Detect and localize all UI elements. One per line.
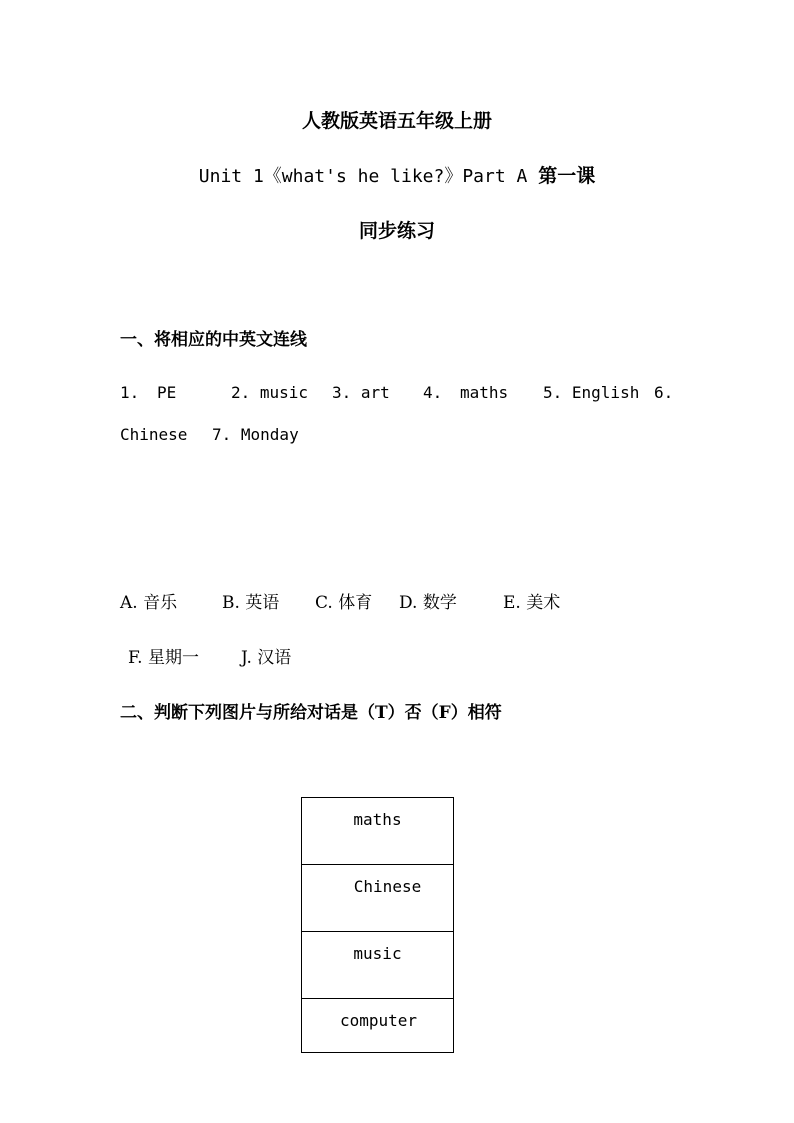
schedule-table (301, 797, 454, 1053)
lesson-title-unit: Unit 1《what's he like?》Part A (198, 166, 539, 187)
table-cell: Chinese (302, 865, 454, 932)
english-word-item: 3. art (332, 383, 390, 402)
table-cell: music (302, 932, 454, 999)
lesson-title (0, 161, 794, 188)
chinese-word-item: J. 汉语 (241, 648, 292, 668)
english-word-item: 6. (654, 383, 674, 402)
section-two-heading: 二、判断下列图片与所给对话是（T）否（F）相符 (120, 703, 502, 723)
english-word-item: 2. music (231, 383, 309, 402)
english-word-item: 1. (120, 383, 140, 402)
lesson-title-number: 第一课 (538, 165, 596, 187)
table-row (302, 865, 454, 932)
english-word-item: Chinese (120, 425, 188, 444)
table-row (302, 999, 454, 1053)
table-row (302, 932, 454, 999)
table-cell: computer (302, 999, 454, 1053)
chinese-word-item: F. 星期一 (128, 648, 199, 668)
english-word-item: 4. (423, 383, 443, 402)
chinese-word-item: A. 音乐 (120, 593, 178, 613)
document-subtitle: 同步练习 (358, 220, 435, 242)
english-word-item: 5. English (543, 383, 640, 402)
section-one-heading: 一、将相应的中英文连线 (120, 330, 307, 350)
table-row (302, 798, 454, 865)
chinese-word-item: D. 数学 (399, 593, 457, 613)
english-word-item: maths (460, 383, 509, 402)
chinese-word-item: E. 美术 (503, 593, 561, 613)
english-word-item: 7. Monday (212, 425, 299, 444)
chinese-word-item: B. 英语 (222, 593, 280, 613)
document-title: 人教版英语五年级上册 (301, 110, 492, 132)
table-cell: maths (302, 798, 454, 865)
english-word-item: PE (157, 383, 177, 402)
chinese-word-item: C. 体育 (315, 593, 373, 613)
